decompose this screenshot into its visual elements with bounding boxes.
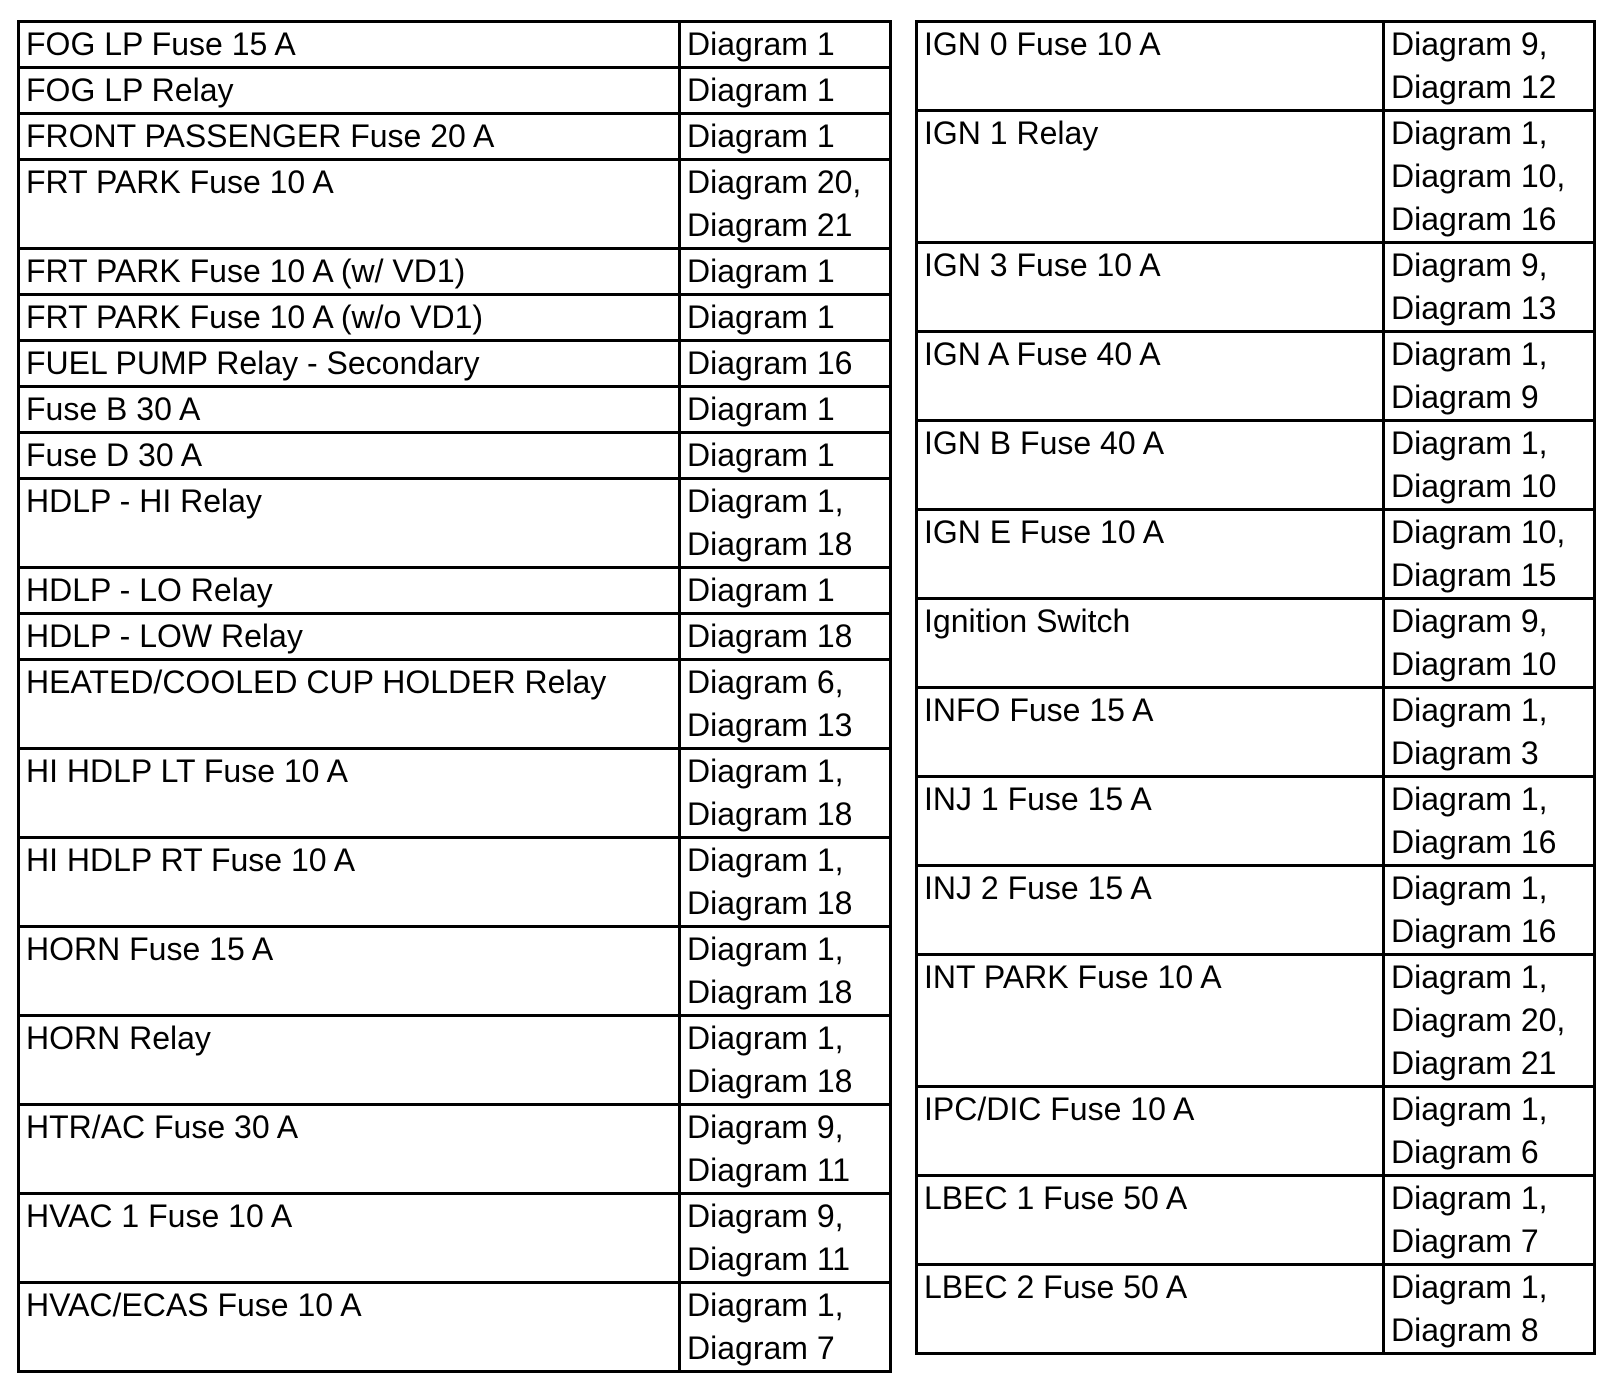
diagram-reference-cell	[680, 479, 891, 568]
diagram-reference: Diagram 1,	[1391, 425, 1548, 461]
component-cell: FOG LP Fuse 15 A	[19, 22, 680, 68]
diagram-reference: Diagram 6	[1391, 1134, 1539, 1170]
diagram-reference-cell	[680, 927, 891, 1016]
diagram-reference: Diagram 1,	[1391, 959, 1548, 995]
table-row	[917, 1265, 1595, 1354]
diagram-reference: Diagram 13	[1391, 290, 1557, 326]
diagram-reference-cell	[680, 749, 891, 838]
component-cell: FRT PARK Fuse 10 A (w/ VD1)	[19, 249, 680, 295]
diagram-reference-cell	[680, 1283, 891, 1372]
table-row	[917, 777, 1595, 866]
diagram-reference-cell	[680, 249, 891, 295]
right-index-table-body	[917, 22, 1595, 1354]
diagram-reference-cell	[680, 341, 891, 387]
diagram-reference: Diagram 8	[1391, 1312, 1539, 1348]
table-row	[19, 341, 891, 387]
table-row	[917, 421, 1595, 510]
table-row	[917, 332, 1595, 421]
table-row	[917, 111, 1595, 243]
diagram-reference: Diagram 1	[687, 118, 835, 154]
diagram-reference-cell	[1384, 332, 1595, 421]
diagram-reference-cell	[680, 160, 891, 249]
diagram-reference: Diagram 20,	[1391, 1002, 1566, 1038]
diagram-reference: Diagram 18	[687, 1063, 853, 1099]
diagram-reference: Diagram 10	[1391, 468, 1557, 504]
table-row	[19, 249, 891, 295]
diagram-reference: Diagram 1	[687, 72, 835, 108]
component-cell: IGN 3 Fuse 10 A	[917, 243, 1384, 332]
diagram-reference: Diagram 12	[1391, 69, 1557, 105]
component-cell: FRT PARK Fuse 10 A	[19, 160, 680, 249]
diagram-reference: Diagram 1,	[1391, 1269, 1548, 1305]
diagram-reference: Diagram 16	[1391, 824, 1557, 860]
diagram-reference: Diagram 3	[1391, 735, 1539, 771]
diagram-reference: Diagram 18	[687, 618, 853, 654]
diagram-reference-cell	[680, 68, 891, 114]
diagram-reference: Diagram 1	[687, 253, 835, 289]
component-cell: HI HDLP RT Fuse 10 A	[19, 838, 680, 927]
diagram-reference-cell	[1384, 243, 1595, 332]
table-row	[19, 1194, 891, 1283]
table-row	[19, 749, 891, 838]
component-cell: HVAC 1 Fuse 10 A	[19, 1194, 680, 1283]
diagram-reference: Diagram 1,	[1391, 336, 1548, 372]
diagram-reference-cell	[1384, 688, 1595, 777]
diagram-reference: Diagram 1,	[687, 931, 844, 967]
diagram-reference-cell	[1384, 1176, 1595, 1265]
table-row	[19, 614, 891, 660]
table-row	[19, 295, 891, 341]
table-row	[19, 433, 891, 479]
diagram-reference: Diagram 10	[1391, 646, 1557, 682]
table-row	[917, 22, 1595, 111]
diagram-reference: Diagram 7	[1391, 1223, 1539, 1259]
component-cell: HEATED/COOLED CUP HOLDER Relay	[19, 660, 680, 749]
diagram-reference: Diagram 9,	[687, 1198, 844, 1234]
component-cell: HORN Fuse 15 A	[19, 927, 680, 1016]
component-cell: LBEC 1 Fuse 50 A	[917, 1176, 1384, 1265]
table-row	[19, 1016, 891, 1105]
diagram-reference: Diagram 21	[687, 207, 853, 243]
diagram-reference: Diagram 1,	[687, 483, 844, 519]
diagram-reference: Diagram 1	[687, 26, 835, 62]
diagram-reference: Diagram 1,	[1391, 870, 1548, 906]
table-row	[917, 243, 1595, 332]
diagram-reference-cell	[1384, 510, 1595, 599]
left-index-table	[17, 20, 892, 1373]
left-index-table-body	[19, 22, 891, 1372]
diagram-reference-cell	[1384, 111, 1595, 243]
diagram-reference: Diagram 9,	[687, 1109, 844, 1145]
table-row	[917, 510, 1595, 599]
diagram-reference: Diagram 10,	[1391, 514, 1566, 550]
component-cell: IGN A Fuse 40 A	[917, 332, 1384, 421]
diagram-reference: Diagram 1,	[1391, 781, 1548, 817]
diagram-reference-cell	[680, 114, 891, 160]
diagram-reference-cell	[1384, 955, 1595, 1087]
diagram-reference-cell	[1384, 22, 1595, 111]
table-row	[19, 160, 891, 249]
component-cell: INJ 1 Fuse 15 A	[917, 777, 1384, 866]
table-row	[19, 838, 891, 927]
diagram-reference-cell	[1384, 866, 1595, 955]
diagram-reference: Diagram 1	[687, 437, 835, 473]
table-row	[917, 955, 1595, 1087]
table-row	[19, 68, 891, 114]
diagram-reference: Diagram 9,	[1391, 26, 1548, 62]
diagram-reference-cell	[1384, 1265, 1595, 1354]
component-cell: IGN 0 Fuse 10 A	[917, 22, 1384, 111]
diagram-reference: Diagram 1	[687, 299, 835, 335]
diagram-reference: Diagram 11	[687, 1241, 851, 1277]
component-cell: IGN 1 Relay	[917, 111, 1384, 243]
diagram-reference-cell	[680, 660, 891, 749]
component-cell: HTR/AC Fuse 30 A	[19, 1105, 680, 1194]
diagram-reference-cell	[680, 295, 891, 341]
diagram-reference-cell	[1384, 421, 1595, 510]
table-row	[917, 1087, 1595, 1176]
component-cell: HORN Relay	[19, 1016, 680, 1105]
component-cell: IGN E Fuse 10 A	[917, 510, 1384, 599]
diagram-reference: Diagram 15	[1391, 557, 1557, 593]
diagram-reference: Diagram 1,	[687, 842, 844, 878]
table-row	[19, 568, 891, 614]
component-cell: HDLP - LO Relay	[19, 568, 680, 614]
diagram-reference-cell	[1384, 599, 1595, 688]
diagram-reference: Diagram 9	[1391, 379, 1539, 415]
diagram-reference-cell	[680, 1194, 891, 1283]
table-row	[917, 1176, 1595, 1265]
diagram-reference: Diagram 1,	[1391, 1091, 1548, 1127]
diagram-reference-cell	[1384, 777, 1595, 866]
table-row	[19, 387, 891, 433]
diagram-reference: Diagram 1	[687, 391, 835, 427]
table-row	[19, 660, 891, 749]
diagram-reference-cell	[680, 1016, 891, 1105]
diagram-reference: Diagram 16	[1391, 913, 1557, 949]
component-cell: INT PARK Fuse 10 A	[917, 955, 1384, 1087]
diagram-reference: Diagram 16	[1391, 201, 1557, 237]
component-cell: FRONT PASSENGER Fuse 20 A	[19, 114, 680, 160]
diagram-reference: Diagram 16	[687, 345, 853, 381]
component-cell: INJ 2 Fuse 15 A	[917, 866, 1384, 955]
component-cell: Fuse B 30 A	[19, 387, 680, 433]
component-cell: FRT PARK Fuse 10 A (w/o VD1)	[19, 295, 680, 341]
component-cell: HI HDLP LT Fuse 10 A	[19, 749, 680, 838]
component-cell: HDLP - LOW Relay	[19, 614, 680, 660]
component-cell: HVAC/ECAS Fuse 10 A	[19, 1283, 680, 1372]
diagram-reference-cell	[680, 433, 891, 479]
diagram-reference: Diagram 1,	[687, 753, 844, 789]
diagram-reference-cell	[1384, 1087, 1595, 1176]
table-row	[19, 927, 891, 1016]
table-row	[917, 688, 1595, 777]
diagram-reference: Diagram 9,	[1391, 603, 1548, 639]
component-cell: HDLP - HI Relay	[19, 479, 680, 568]
diagram-reference-cell	[680, 1105, 891, 1194]
table-row	[19, 1105, 891, 1194]
component-cell: Ignition Switch	[917, 599, 1384, 688]
diagram-reference-cell	[680, 614, 891, 660]
diagram-reference: Diagram 11	[687, 1152, 851, 1188]
diagram-reference-cell	[680, 22, 891, 68]
diagram-reference: Diagram 6,	[687, 664, 844, 700]
component-cell: FOG LP Relay	[19, 68, 680, 114]
diagram-reference-cell	[680, 838, 891, 927]
component-cell: LBEC 2 Fuse 50 A	[917, 1265, 1384, 1354]
diagram-reference: Diagram 18	[687, 885, 853, 921]
diagram-reference: Diagram 1	[687, 572, 835, 608]
diagram-reference: Diagram 21	[1391, 1045, 1557, 1081]
diagram-reference: Diagram 18	[687, 796, 853, 832]
diagram-reference: Diagram 1,	[1391, 115, 1548, 151]
table-row	[19, 114, 891, 160]
diagram-reference: Diagram 7	[687, 1330, 835, 1366]
diagram-reference: Diagram 1,	[687, 1287, 844, 1323]
table-row	[19, 22, 891, 68]
diagram-reference: Diagram 1,	[1391, 692, 1548, 728]
diagram-reference: Diagram 18	[687, 974, 853, 1010]
table-row	[19, 479, 891, 568]
component-cell: FUEL PUMP Relay - Secondary	[19, 341, 680, 387]
diagram-reference: Diagram 20,	[687, 164, 862, 200]
diagram-reference: Diagram 18	[687, 526, 853, 562]
component-cell: IPC/DIC Fuse 10 A	[917, 1087, 1384, 1176]
diagram-reference-cell	[680, 568, 891, 614]
right-index-table	[915, 20, 1596, 1355]
table-row	[917, 866, 1595, 955]
diagram-reference: Diagram 10,	[1391, 158, 1566, 194]
table-row	[19, 1283, 891, 1372]
component-cell: Fuse D 30 A	[19, 433, 680, 479]
diagram-reference: Diagram 13	[687, 707, 853, 743]
component-cell: INFO Fuse 15 A	[917, 688, 1384, 777]
component-cell: IGN B Fuse 40 A	[917, 421, 1384, 510]
diagram-reference: Diagram 1,	[687, 1020, 844, 1056]
diagram-reference: Diagram 1,	[1391, 1180, 1548, 1216]
table-row	[917, 599, 1595, 688]
diagram-reference: Diagram 9,	[1391, 247, 1548, 283]
diagram-reference-cell	[680, 387, 891, 433]
